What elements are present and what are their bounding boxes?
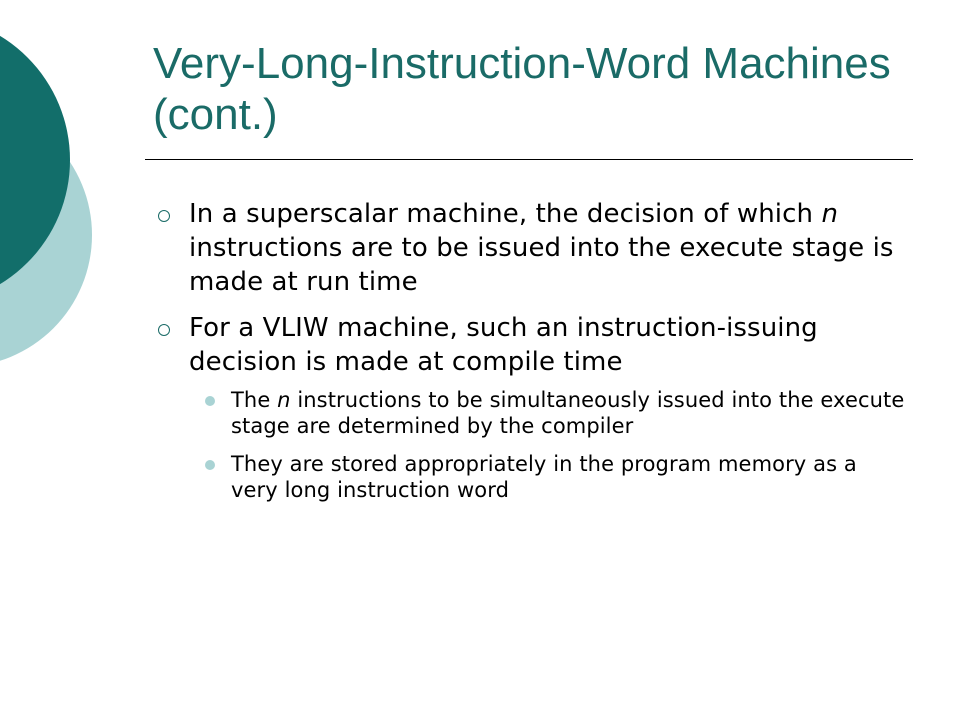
hollow-circle-icon: [158, 324, 170, 336]
bullet-list: [150, 197, 910, 515]
sub-bullet-item: [191, 451, 910, 503]
slide-title: Very-Long-Instruction-Word Machines (cont.): [153, 39, 891, 139]
bullet-text-end: instructions are to be issued into the execute stage is made at run time: [189, 233, 894, 297]
sub-bullet-item: [191, 387, 910, 439]
sub-bullet-text-end: instructions to be simultaneously issued into the execute stage are determined by the compiler: [231, 388, 905, 438]
title-divider: [145, 159, 913, 160]
filled-dot-icon: [205, 396, 215, 406]
sub-bullet-text: They are stored appropriately in the program memory as a very long instruction word: [231, 452, 857, 502]
bullet-item: [150, 197, 910, 299]
filled-dot-icon: [205, 460, 215, 470]
decorative-circles: [0, 0, 120, 400]
bullet-text: For a VLIW machine, such an instruction-issuing decision is made at compile time: [189, 313, 818, 377]
bullet-item: [150, 311, 910, 503]
sub-bullet-emphasis: n: [277, 388, 291, 412]
hollow-circle-icon: [158, 210, 170, 222]
sub-bullet-list: [189, 387, 910, 503]
bullet-emphasis: n: [821, 199, 839, 229]
sub-bullet-text-start: The: [231, 388, 278, 412]
bullet-text-start: In a superscalar machine, the decision of which: [189, 199, 822, 229]
